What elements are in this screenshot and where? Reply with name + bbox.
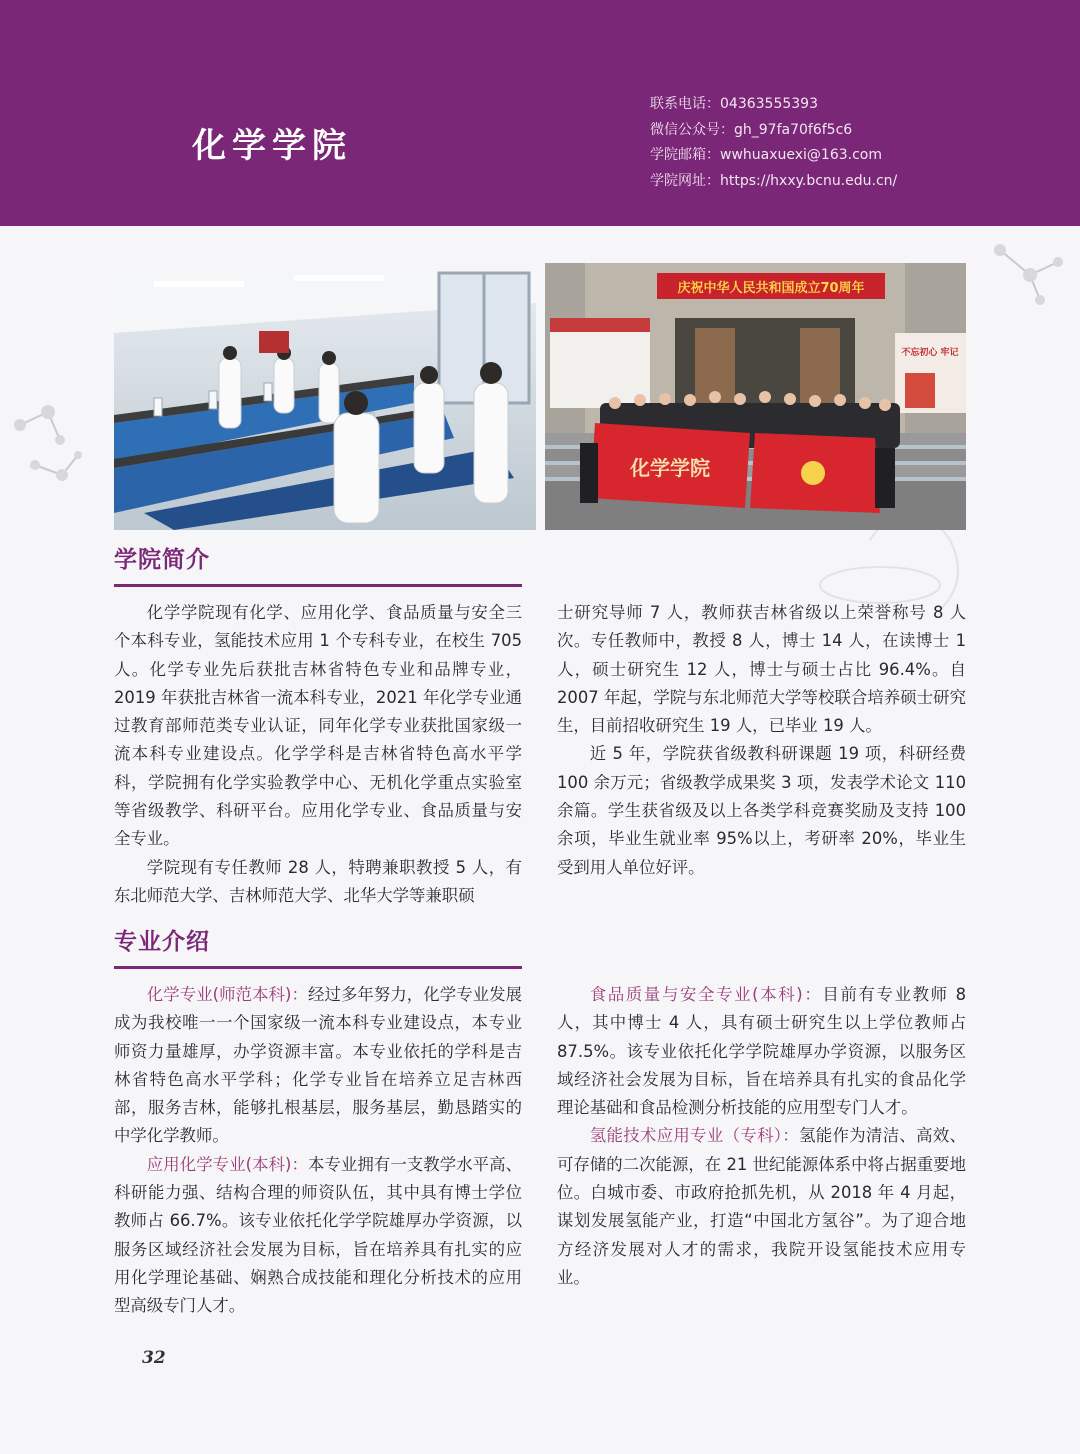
major-applied-chemistry (114, 1151, 522, 1321)
major-applied-chemistry-text: 本专业拥有一支教学水平高、科研能力强、结构合理的师资队伍，其中具有博士学位教师占 66.7%。该专业依托化学学院雄厚办学资源，以服务区域经济社会发展为目标，旨在培养具有扎实的应用化学理论基础、娴熟合成技能和理化分析技术的应用型高级专门人才。 (114, 1154, 522, 1316)
banner-text: 庆祝中华人民共和国成立70周年 (677, 281, 865, 296)
group-photo (545, 263, 966, 530)
intro-right-column (557, 599, 966, 882)
intro-heading-rule (114, 584, 522, 587)
intro-paragraph-2-continued: 士研究导师 7 人，教师获吉林省级以上荣誉称号 8 人次。专任教师中，教授 8 人，博士 14 人，在读博士 1 人，硕士研究生 12 人，博士与硕士占比 96.4%。自 2007 年起，学院与东北师范大学等校联合培养硕士研究生，目前招收研究生 19 人，已毕业 19 人。 (557, 603, 966, 736)
contact-phone: 联系电话：04363555393 (650, 96, 818, 112)
contact-wechat: 微信公众号：gh_97fa70f6f5c6 (650, 121, 853, 138)
intro-section-heading (114, 544, 522, 587)
header-banner (0, 0, 1080, 226)
majors-section-heading (114, 926, 522, 969)
contact-email: 学院邮箱：wwhuaxuexi@163.com (650, 147, 882, 163)
majors-right-column (557, 981, 966, 1292)
majors-left-column (114, 981, 522, 1321)
majors-heading-rule (114, 966, 522, 969)
poster-text: 不忘初心 牢记 (901, 348, 959, 358)
majors-heading: 专业介绍 (114, 929, 210, 955)
major-hydrogen-energy (557, 1122, 966, 1292)
major-food-safety-label: 食品质量与安全专业(本科)： (589, 985, 823, 1004)
major-hydrogen-energy-label: 氢能技术应用专业（专科）： (589, 1126, 800, 1146)
page-title: 化学学院 (192, 126, 352, 166)
page-number: 32 (142, 1348, 166, 1368)
major-applied-chemistry-label: 应用化学专业(本科)： (146, 1154, 308, 1174)
lab-photo (114, 263, 536, 530)
contact-website: 学院网址：https://hxxy.bcnu.edu.cn/ (650, 172, 898, 189)
major-chemistry-label: 化学专业(师范本科)： (146, 985, 308, 1004)
major-chemistry (114, 981, 522, 1151)
intro-paragraph-2: 学院现有专任教师 28 人，特聘兼职教授 5 人，有东北师范大学、吉林师范大学、北华大学等兼职硕 (114, 857, 522, 905)
major-hydrogen-energy-text: 氢能作为清洁、高效、可存储的二次能源，在 21 世纪能源体系中将占据重要地位。白城市委、市政府抢抓先机，从 2018 年 4 月起，谋划发展氢能产业，打造“中国北方氢谷”。为了迎合地方经济发展对人才的需求，我院开设氢能技术应用专业。 (557, 1126, 966, 1287)
intro-heading: 学院简介 (114, 547, 210, 573)
major-chemistry-text: 经过多年努力，化学专业发展成为我校唯一一个国家级一流本科专业建设点，本专业师资力量雄厚，办学资源丰富。本专业依托的学科是吉林省特色高水平学科；化学专业旨在培养立足吉林西部，服务吉林，能够扎根基层，服务基层，勤恳踏实的中学化学教师。 (114, 985, 522, 1146)
contact-info (650, 92, 897, 194)
flag-text: 化学学院 (630, 456, 710, 480)
major-food-safety-text: 目前有专业教师 8 人，其中博士 4 人，具有硕士研究生以上学位教师占 87.5%。该专业依托化学学院雄厚办学资源，以服务区域经济社会发展为目标，旨在培养具有扎实的食品化学理论基础和食品检测分析技能的应用型专门人才。 (557, 985, 966, 1118)
intro-left-column (114, 599, 522, 910)
major-food-safety (557, 981, 966, 1122)
intro-paragraph-3: 近 5 年，学院获省级教科研课题 19 项，科研经费 100 余万元；省级教学成果奖 3 项，发表学术论文 110 余篇。学生获省级及以上各类学科竞赛奖励及支持 100 余项，毕业生就业率 95%以上，考研率 20%，毕业生受到用人单位好评。 (557, 744, 966, 877)
intro-paragraph-1: 化学学院现有化学、应用化学、食品质量与安全三个本科专业，氢能技术应用 1 个专科专业，在校生 705 人。化学专业先后获批吉林省特色专业和品牌专业，2019 年获批吉林省一流本科专业，2021 年化学专业通过教育部师范类专业认证，同年化学专业获批国家级一流本科专业建设点。化学学科是吉林省特色高水平学科，学院拥有化学实验教学中心、无机化学重点实验室等省级教学、科研平台。应用化学专业、食品质量与安全专业。 (114, 603, 522, 849)
